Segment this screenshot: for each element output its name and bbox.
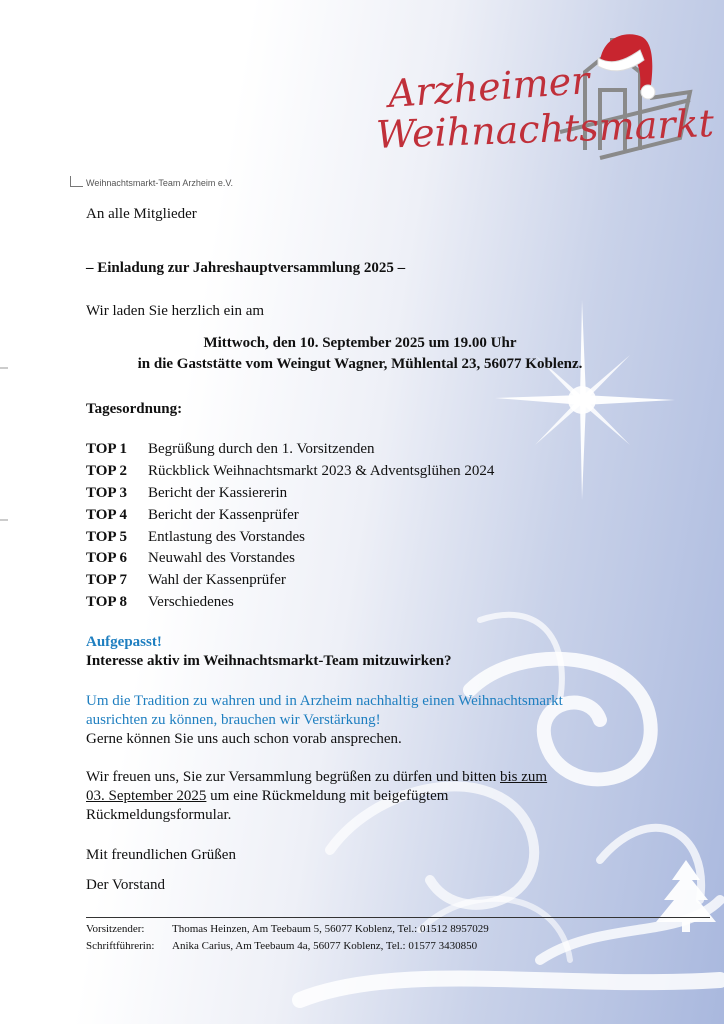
agenda-number: TOP 3 <box>86 485 127 501</box>
small-logo-icon <box>70 176 83 187</box>
greeting: Mit freundlichen Grüßen <box>86 847 236 863</box>
agenda-number: TOP 1 <box>86 441 127 457</box>
christmas-tree-icon <box>656 860 716 932</box>
footer-chair-label: Vorsitzender: <box>86 923 145 935</box>
interest-question: Interesse aktiv im Weihnachtsmarkt-Team mitzuwirken? <box>86 653 452 669</box>
agenda-heading: Tagesordnung: <box>86 401 183 417</box>
date-line: Mittwoch, den 10. September 2025 um 19.00 Uhr <box>203 335 517 351</box>
venue-line: in die Gaststätte vom Weingut Wagner, Mühlental 23, 56077 Koblenz. <box>137 356 583 372</box>
salutation-to: An alle Mitglieder <box>86 206 197 222</box>
tradition-line-2: ausrichten zu können, brauchen wir Verstärkung! <box>86 712 381 728</box>
agenda-number: TOP 4 <box>86 507 127 523</box>
tradition-line-1: Um die Tradition zu wahren und in Arzheim nachhaltig einen Weihnachtsmarkt <box>86 693 563 709</box>
agenda-text: Bericht der Kassenprüfer <box>148 507 299 523</box>
agenda-number: TOP 6 <box>86 550 127 566</box>
closing-line-2: 03. September 2025 um eine Rückmeldung mit beigefügtem <box>86 788 449 804</box>
sender-line: Weihnachtsmarkt-Team Arzheim e.V. <box>70 176 233 189</box>
agenda-number: TOP 8 <box>86 594 127 610</box>
agenda-text: Entlastung des Vorstandes <box>148 529 305 545</box>
signature: Der Vorstand <box>86 877 166 893</box>
agenda-text: Begrüßung durch den 1. Vorsitzenden <box>148 441 375 457</box>
logo-line-2: Weihnachtsmarkt <box>375 101 715 157</box>
agenda-text: Rückblick Weihnachtsmarkt 2023 & Adventsglühen 2024 <box>148 463 495 479</box>
footer-secretary-value: Anika Carius, Am Teebaum 4a, 56077 Koblenz, Tel.: 01577 3430850 <box>172 940 478 952</box>
agenda-text: Wahl der Kassenprüfer <box>148 572 286 588</box>
deadline-underlined: bis zum <box>500 769 548 785</box>
contact-line: Gerne können Sie uns auch schon vorab ansprechen. <box>86 731 402 747</box>
footer-secretary <box>86 940 477 953</box>
subject-line: – Einladung zur Jahreshauptversammlung 2025 – <box>86 260 406 276</box>
agenda-text: Verschiedenes <box>148 594 234 610</box>
agenda-text: Neuwahl des Vorstandes <box>148 550 295 566</box>
footer-chair <box>86 923 489 936</box>
intro-line: Wir laden Sie herzlich ein am <box>86 303 265 319</box>
footer-divider <box>86 917 710 918</box>
star-sparkle-icon <box>495 300 675 500</box>
closing-line-3: Rückmeldungsformular. <box>86 807 232 823</box>
agenda-number: TOP 7 <box>86 572 127 588</box>
agenda-number: TOP 2 <box>86 463 127 479</box>
footer-secretary-label: Schriftführerin: <box>86 940 155 952</box>
agenda-text: Bericht der Kassiererin <box>148 485 288 501</box>
attention-heading: Aufgepasst! <box>86 634 162 650</box>
footer-chair-value: Thomas Heinzen, Am Teebaum 5, 56077 Koblenz, Tel.: 01512 8957029 <box>172 923 489 935</box>
deadline-date: 03. September 2025 <box>86 788 207 804</box>
agenda-number: TOP 5 <box>86 529 127 545</box>
logo-line-1: Arzheimer <box>386 58 591 116</box>
closing-line-1: Wir freuen uns, Sie zur Versammlung begrüßen zu dürfen und bitten bis zum <box>86 769 548 785</box>
